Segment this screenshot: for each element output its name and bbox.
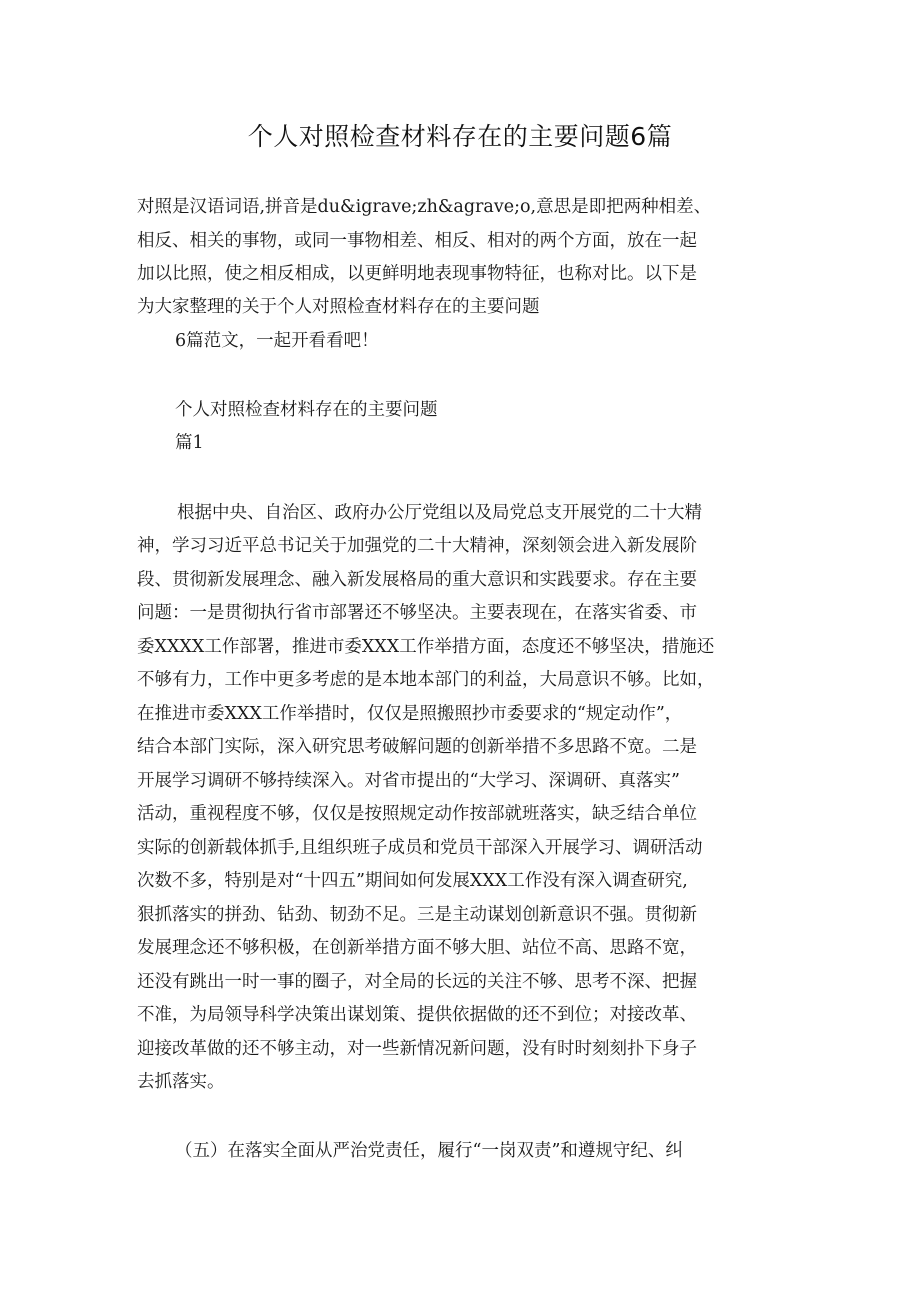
- body-line: 委XXXX工作部署，推进市委XXX工作举措方面，态度还不够坚决，措施还: [137, 637, 715, 657]
- body-line: 根据中央、自治区、政府办公厅党组以及局党总支开展党的二十大精: [177, 503, 702, 523]
- intro-line: 相反、相关的事物，或同一事物相差、相反、相对的两个方面，放在一起: [137, 231, 697, 251]
- body-line: 去抓落实。: [137, 1072, 225, 1092]
- section-heading: 个人对照检查材料存在的主要问题: [175, 400, 438, 420]
- body-line: 次数不多，特别是对“十四五”期间如何发展XXX工作没有深入调查研究,: [137, 871, 688, 891]
- body-line: 还没有跳出一时一事的圈子，对全局的长远的关注不够、思考不深、把握: [137, 972, 697, 992]
- intro-line: 为大家整理的关于个人对照检查材料存在的主要问题: [137, 297, 540, 317]
- body-line: 结合本部门实际，深入研究思考破解问题的创新举措不多思路不宽。二是: [137, 737, 697, 757]
- body-line: 实际的创新载体抓手,且组织班子成员和党员干部深入开展学习、调研活动: [137, 838, 703, 858]
- intro-line: 6篇范文，一起开看看吧！: [175, 331, 379, 351]
- intro-line: 加以比照，使之相反相成，以更鲜明地表现事物特征，也称对比。以下是: [137, 264, 697, 284]
- body-line: 问题：一是贯彻执行省市部署还不够坚决。主要表现在，在落实省委、市: [137, 603, 697, 623]
- body-line: 在推进市委XXX工作举措时，仅仅是照搬照抄市委要求的“规定动作”，: [137, 704, 683, 724]
- body-line: 段、贯彻新发展理念、融入新发展格局的重大意识和实践要求。存在主要: [137, 570, 697, 590]
- document-title: 个人对照检查材料存在的主要问题6篇: [247, 122, 673, 151]
- body-line: 开展学习调研不够持续深入。对省市提出的“大学习、深调研、真落实”: [137, 771, 680, 791]
- body-line: 活动，重视程度不够，仅仅是按照规定动作按部就班落实，缺乏结合单位: [137, 804, 697, 824]
- body-line: 神，学习习近平总书记关于加强党的二十大精神，深刻领会进入新发展阶: [137, 536, 697, 556]
- intro-line: 对照是汉语词语,拼音是du&igrave;zh&agrave;o,意思是即把两种相差、: [137, 197, 712, 217]
- body-line: 不准，为局领导科学决策出谋划策、提供依据做的还不到位；对接改革、: [137, 1005, 697, 1025]
- body-line: 发展理念还不够积极，在创新举措方面不够大胆、站位不高、思路不宽，: [137, 938, 697, 958]
- section-number: 篇1: [175, 433, 204, 453]
- body-line: 狠抓落实的拼劲、钻劲、韧劲不足。三是主动谋划创新意识不强。贯彻新: [137, 905, 697, 925]
- next-paragraph-line: （五）在落实全面从严治党责任，履行“一岗双责”和遵规守纪、纠: [175, 1141, 683, 1161]
- body-line: 不够有力，工作中更多考虑的是本地本部门的利益，大局意识不够。比如，: [137, 670, 715, 690]
- body-line: 迎接改革做的还不够主动，对一些新情况新问题，没有时时刻刻扑下身子: [137, 1039, 697, 1059]
